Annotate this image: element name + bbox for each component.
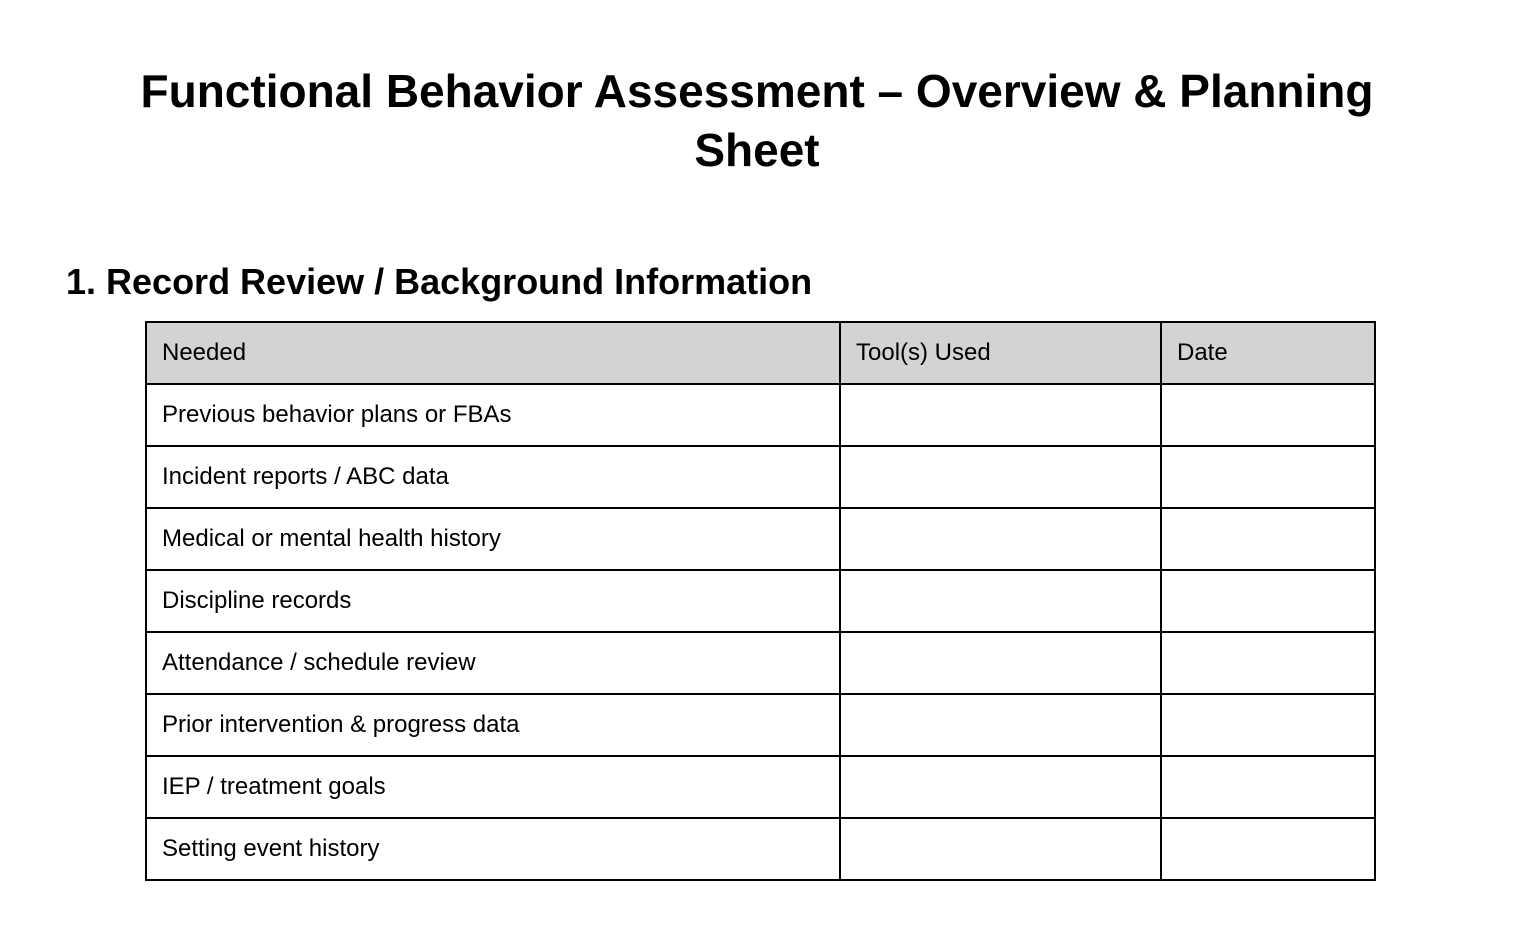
cell-tools-used[interactable] xyxy=(840,570,1161,632)
cell-date[interactable] xyxy=(1161,570,1375,632)
table-header-row xyxy=(146,322,1375,384)
cell-date[interactable] xyxy=(1161,694,1375,756)
section-heading: 1. Record Review / Background Information xyxy=(66,261,813,302)
cell-tools-used[interactable] xyxy=(840,446,1161,508)
table-row xyxy=(146,818,1375,880)
cell-date[interactable] xyxy=(1161,508,1375,570)
cell-tools-used[interactable] xyxy=(840,818,1161,880)
cell-tools-used[interactable] xyxy=(840,694,1161,756)
cell-needed: Incident reports / ABC data xyxy=(146,446,840,508)
cell-tools-used[interactable] xyxy=(840,632,1161,694)
header-needed: Needed xyxy=(146,322,840,384)
table-row xyxy=(146,446,1375,508)
cell-date[interactable] xyxy=(1161,756,1375,818)
cell-date[interactable] xyxy=(1161,632,1375,694)
table-row xyxy=(146,508,1375,570)
document-title xyxy=(0,62,1514,180)
header-date: Date xyxy=(1161,322,1375,384)
header-tools-used: Tool(s) Used xyxy=(840,322,1161,384)
record-review-table xyxy=(145,321,1376,881)
cell-tools-used[interactable] xyxy=(840,508,1161,570)
table-row xyxy=(146,384,1375,446)
cell-tools-used[interactable] xyxy=(840,384,1161,446)
cell-needed: IEP / treatment goals xyxy=(146,756,840,818)
table-row xyxy=(146,756,1375,818)
cell-needed: Discipline records xyxy=(146,570,840,632)
table-row xyxy=(146,694,1375,756)
cell-needed: Prior intervention & progress data xyxy=(146,694,840,756)
title-line-2: Sheet xyxy=(694,124,820,176)
cell-date[interactable] xyxy=(1161,818,1375,880)
cell-needed: Attendance / schedule review xyxy=(146,632,840,694)
cell-tools-used[interactable] xyxy=(840,756,1161,818)
cell-needed: Medical or mental health history xyxy=(146,508,840,570)
cell-date[interactable] xyxy=(1161,384,1375,446)
cell-needed: Setting event history xyxy=(146,818,840,880)
table-row xyxy=(146,570,1375,632)
cell-date[interactable] xyxy=(1161,446,1375,508)
title-line-1: Functional Behavior Assessment – Overview & Planning xyxy=(140,65,1374,117)
cell-needed: Previous behavior plans or FBAs xyxy=(146,384,840,446)
table-row xyxy=(146,632,1375,694)
